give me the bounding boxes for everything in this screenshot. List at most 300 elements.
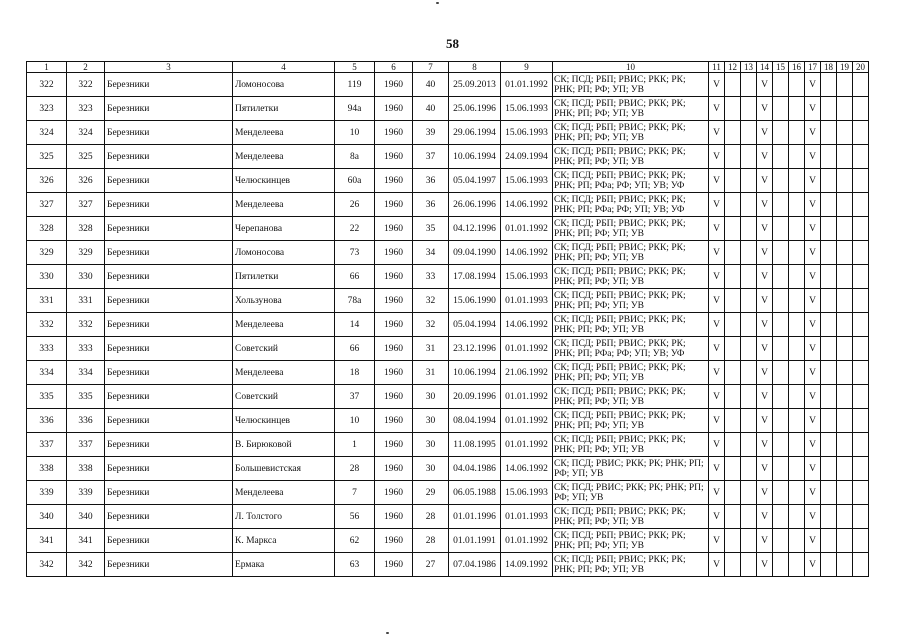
mark-cell: V <box>709 553 725 577</box>
mark-cell <box>789 361 805 385</box>
table-row <box>27 529 869 553</box>
mark-cell <box>773 193 789 217</box>
city-cell: Березники <box>105 385 233 409</box>
street-cell: Большевистская <box>233 457 335 481</box>
mark-cell: V <box>757 313 773 337</box>
mark-cell: V <box>757 193 773 217</box>
date-cell: 01.01.1992 <box>501 217 553 241</box>
notes-cell: СК; ПСД; РБП; РВИС; РКК; РК; РНК; РП; РФ; УП; УВ <box>553 265 709 289</box>
mark-cell <box>741 121 757 145</box>
mark-cell: V <box>805 409 821 433</box>
record-number: 337 <box>67 433 105 457</box>
mark-cell: V <box>805 97 821 121</box>
mark-cell <box>853 145 869 169</box>
mark-cell <box>837 409 853 433</box>
mark-cell <box>821 313 837 337</box>
row-number: 323 <box>27 97 67 121</box>
date-cell: 15.06.1993 <box>501 121 553 145</box>
house-cell: 119 <box>335 73 375 97</box>
mark-cell: V <box>805 73 821 97</box>
city-cell: Березники <box>105 505 233 529</box>
mark-cell <box>821 529 837 553</box>
mark-cell: V <box>805 193 821 217</box>
year-cell: 1960 <box>375 97 413 121</box>
date-cell: 24.09.1994 <box>501 145 553 169</box>
mark-cell <box>837 169 853 193</box>
mark-cell <box>853 289 869 313</box>
mark-cell <box>773 217 789 241</box>
mark-cell <box>725 337 741 361</box>
column-header: 3 <box>105 62 233 73</box>
mark-cell <box>773 73 789 97</box>
date-cell: 15.06.1993 <box>501 97 553 121</box>
year-cell: 1960 <box>375 289 413 313</box>
row-number: 340 <box>27 505 67 529</box>
mark-cell <box>773 409 789 433</box>
date-cell: 15.06.1993 <box>501 481 553 505</box>
date-cell: 08.04.1994 <box>449 409 501 433</box>
mark-cell <box>773 529 789 553</box>
mark-cell <box>837 361 853 385</box>
mark-cell <box>853 169 869 193</box>
mark-cell <box>821 385 837 409</box>
year-cell: 1960 <box>375 241 413 265</box>
year-cell: 1960 <box>375 409 413 433</box>
year-cell: 1960 <box>375 457 413 481</box>
year-cell: 1960 <box>375 433 413 457</box>
city-cell: Березники <box>105 337 233 361</box>
city-cell: Березники <box>105 289 233 313</box>
row-number: 333 <box>27 337 67 361</box>
mark-cell: V <box>757 121 773 145</box>
notes-cell: СК; ПСД; РБП; РВИС; РКК; РК; РНК; РП; РФа; РФ; УП; УВ; УФ <box>553 169 709 193</box>
row-number: 336 <box>27 409 67 433</box>
mark-cell <box>821 433 837 457</box>
record-number: 327 <box>67 193 105 217</box>
record-number: 340 <box>67 505 105 529</box>
mark-cell: V <box>709 433 725 457</box>
notes-cell: СК; ПСД; РБП; РВИС; РКК; РК; РНК; РП; РФа; РФ; УП; УВ; УФ <box>553 337 709 361</box>
mark-cell <box>821 505 837 529</box>
year-cell: 1960 <box>375 265 413 289</box>
mark-cell: V <box>757 73 773 97</box>
mark-cell <box>837 481 853 505</box>
street-cell: Хользунова <box>233 289 335 313</box>
row-number: 324 <box>27 121 67 145</box>
record-number: 322 <box>67 73 105 97</box>
mark-cell: V <box>805 433 821 457</box>
city-cell: Березники <box>105 481 233 505</box>
record-number: 334 <box>67 361 105 385</box>
mark-cell <box>741 97 757 121</box>
row-number: 327 <box>27 193 67 217</box>
date-cell: 20.09.1996 <box>449 385 501 409</box>
mark-cell <box>725 433 741 457</box>
mark-cell: V <box>709 505 725 529</box>
date-cell: 07.04.1986 <box>449 553 501 577</box>
mark-cell <box>853 505 869 529</box>
year-cell: 1960 <box>375 313 413 337</box>
mark-cell <box>725 289 741 313</box>
mark-cell: V <box>757 289 773 313</box>
mark-cell <box>725 409 741 433</box>
wear-cell: 31 <box>413 361 449 385</box>
mark-cell <box>773 553 789 577</box>
house-cell: 73 <box>335 241 375 265</box>
wear-cell: 30 <box>413 409 449 433</box>
house-cell: 37 <box>335 385 375 409</box>
record-number: 341 <box>67 529 105 553</box>
mark-cell <box>789 169 805 193</box>
mark-cell <box>837 241 853 265</box>
year-cell: 1960 <box>375 145 413 169</box>
mark-cell <box>725 481 741 505</box>
mark-cell <box>741 361 757 385</box>
record-number: 326 <box>67 169 105 193</box>
mark-cell <box>837 265 853 289</box>
mark-cell <box>741 385 757 409</box>
mark-cell: V <box>805 217 821 241</box>
house-cell: 8а <box>335 145 375 169</box>
mark-cell: V <box>757 145 773 169</box>
house-cell: 94а <box>335 97 375 121</box>
street-cell: Пятилетки <box>233 265 335 289</box>
mark-cell: V <box>757 169 773 193</box>
mark-cell <box>853 481 869 505</box>
mark-cell <box>773 169 789 193</box>
wear-cell: 32 <box>413 289 449 313</box>
mark-cell: V <box>709 457 725 481</box>
house-cell: 60а <box>335 169 375 193</box>
mark-cell <box>741 73 757 97</box>
date-cell: 01.01.1996 <box>449 505 501 529</box>
city-cell: Березники <box>105 265 233 289</box>
date-cell: 14.06.1992 <box>501 241 553 265</box>
record-number: 323 <box>67 97 105 121</box>
row-number: 322 <box>27 73 67 97</box>
mark-cell <box>853 529 869 553</box>
mark-cell: V <box>757 361 773 385</box>
date-cell: 01.01.1992 <box>501 385 553 409</box>
notes-cell: СК; ПСД; РБП; РВИС; РКК; РК; РНК; РП; РФ; УП; УВ <box>553 289 709 313</box>
mark-cell <box>789 553 805 577</box>
wear-cell: 34 <box>413 241 449 265</box>
mark-cell: V <box>709 313 725 337</box>
mark-cell <box>789 289 805 313</box>
year-cell: 1960 <box>375 529 413 553</box>
mark-cell <box>773 121 789 145</box>
record-number: 331 <box>67 289 105 313</box>
date-cell: 23.12.1996 <box>449 337 501 361</box>
mark-cell <box>773 385 789 409</box>
table-row <box>27 457 869 481</box>
record-number: 324 <box>67 121 105 145</box>
mark-cell: V <box>709 169 725 193</box>
mark-cell <box>773 361 789 385</box>
mark-cell: V <box>757 97 773 121</box>
house-cell: 63 <box>335 553 375 577</box>
mark-cell <box>853 73 869 97</box>
mark-cell <box>741 505 757 529</box>
city-cell: Березники <box>105 529 233 553</box>
wear-cell: 30 <box>413 433 449 457</box>
mark-cell <box>773 337 789 361</box>
date-cell: 01.01.1992 <box>501 337 553 361</box>
mark-cell <box>853 217 869 241</box>
city-cell: Березники <box>105 313 233 337</box>
mark-cell <box>837 553 853 577</box>
street-cell: Черепанова <box>233 217 335 241</box>
mark-cell: V <box>709 385 725 409</box>
wear-cell: 28 <box>413 529 449 553</box>
mark-cell <box>837 505 853 529</box>
city-cell: Березники <box>105 121 233 145</box>
notes-cell: СК; ПСД; РБП; РВИС; РКК; РК; РНК; РП; РФ; УП; УВ <box>553 121 709 145</box>
street-cell: Ломоносова <box>233 73 335 97</box>
mark-cell: V <box>757 241 773 265</box>
street-cell: Менделеева <box>233 121 335 145</box>
table-row <box>27 73 869 97</box>
mark-cell <box>741 217 757 241</box>
mark-cell: V <box>709 241 725 265</box>
mark-cell <box>853 337 869 361</box>
mark-cell <box>741 145 757 169</box>
mark-cell <box>789 409 805 433</box>
mark-cell <box>821 481 837 505</box>
house-cell: 66 <box>335 337 375 361</box>
mark-cell: V <box>805 385 821 409</box>
mark-cell <box>725 145 741 169</box>
wear-cell: 35 <box>413 217 449 241</box>
street-cell: Ермака <box>233 553 335 577</box>
wear-cell: 31 <box>413 337 449 361</box>
date-cell: 01.01.1991 <box>449 529 501 553</box>
mark-cell <box>725 169 741 193</box>
row-number: 334 <box>27 361 67 385</box>
record-number: 328 <box>67 217 105 241</box>
mark-cell <box>789 337 805 361</box>
mark-cell <box>837 385 853 409</box>
table-row <box>27 145 869 169</box>
street-cell: Челюскинцев <box>233 169 335 193</box>
mark-cell <box>821 97 837 121</box>
street-cell: Менделеева <box>233 145 335 169</box>
wear-cell: 33 <box>413 265 449 289</box>
mark-cell <box>725 529 741 553</box>
mark-cell <box>789 433 805 457</box>
wear-cell: 30 <box>413 457 449 481</box>
mark-cell <box>725 241 741 265</box>
notes-cell: СК; ПСД; РБП; РВИС; РКК; РК; РНК; РП; РФ; УП; УВ <box>553 433 709 457</box>
mark-cell <box>789 193 805 217</box>
mark-cell: V <box>709 361 725 385</box>
mark-cell <box>773 241 789 265</box>
date-cell: 01.01.1992 <box>501 73 553 97</box>
table-row <box>27 361 869 385</box>
column-header: 11 <box>709 62 725 73</box>
mark-cell <box>773 145 789 169</box>
year-cell: 1960 <box>375 385 413 409</box>
city-cell: Березники <box>105 433 233 457</box>
house-cell: 26 <box>335 193 375 217</box>
year-cell: 1960 <box>375 481 413 505</box>
house-cell: 7 <box>335 481 375 505</box>
mark-cell <box>837 457 853 481</box>
column-header: 12 <box>725 62 741 73</box>
mark-cell <box>853 361 869 385</box>
notes-cell: СК; ПСД; РБП; РВИС; РКК; РК; РНК; РП; РФ; УП; УВ <box>553 217 709 241</box>
house-cell: 1 <box>335 433 375 457</box>
mark-cell: V <box>757 385 773 409</box>
page-number: 58 <box>446 36 459 51</box>
house-cell: 66 <box>335 265 375 289</box>
mark-cell <box>741 553 757 577</box>
mark-cell <box>789 241 805 265</box>
mark-cell <box>821 169 837 193</box>
record-number: 336 <box>67 409 105 433</box>
record-number: 329 <box>67 241 105 265</box>
mark-cell <box>837 313 853 337</box>
notes-cell: СК; ПСД; РБП; РВИС; РКК; РК; РНК; РП; РФ; УП; УВ <box>553 385 709 409</box>
register-table <box>26 61 869 577</box>
house-cell: 28 <box>335 457 375 481</box>
street-cell: В. Бирюковой <box>233 433 335 457</box>
table-row <box>27 505 869 529</box>
date-cell: 10.06.1994 <box>449 361 501 385</box>
scan-speck <box>436 2 439 4</box>
mark-cell <box>725 97 741 121</box>
row-number: 331 <box>27 289 67 313</box>
column-header: 5 <box>335 62 375 73</box>
mark-cell <box>741 409 757 433</box>
notes-cell: СК; ПСД; РБП; РВИС; РКК; РК; РНК; РП; РФ; УП; УВ <box>553 553 709 577</box>
mark-cell: V <box>805 313 821 337</box>
mark-cell: V <box>709 409 725 433</box>
record-number: 335 <box>67 385 105 409</box>
street-cell: Менделеева <box>233 313 335 337</box>
date-cell: 14.06.1992 <box>501 457 553 481</box>
year-cell: 1960 <box>375 193 413 217</box>
mark-cell: V <box>805 505 821 529</box>
street-cell: Советский <box>233 337 335 361</box>
date-cell: 25.09.2013 <box>449 73 501 97</box>
table-row <box>27 217 869 241</box>
row-number: 337 <box>27 433 67 457</box>
wear-cell: 36 <box>413 193 449 217</box>
row-number: 339 <box>27 481 67 505</box>
mark-cell <box>725 457 741 481</box>
city-cell: Березники <box>105 361 233 385</box>
mark-cell: V <box>805 337 821 361</box>
mark-cell: V <box>757 265 773 289</box>
mark-cell <box>837 97 853 121</box>
mark-cell <box>725 361 741 385</box>
table-row <box>27 433 869 457</box>
mark-cell <box>789 97 805 121</box>
year-cell: 1960 <box>375 217 413 241</box>
table-row <box>27 169 869 193</box>
notes-cell: СК; ПСД; РБП; РВИС; РКК; РК; РНК; РП; РФ; УП; УВ <box>553 361 709 385</box>
date-cell: 01.01.1992 <box>501 529 553 553</box>
row-number: 325 <box>27 145 67 169</box>
column-header: 10 <box>553 62 709 73</box>
mark-cell <box>821 409 837 433</box>
table-row <box>27 241 869 265</box>
mark-cell <box>773 505 789 529</box>
table-row <box>27 193 869 217</box>
row-number: 330 <box>27 265 67 289</box>
mark-cell <box>725 385 741 409</box>
notes-cell: СК; ПСД; РБП; РВИС; РКК; РК; РНК; РП; РФ; УП; УВ <box>553 529 709 553</box>
table-row <box>27 289 869 313</box>
date-cell: 15.06.1990 <box>449 289 501 313</box>
year-cell: 1960 <box>375 361 413 385</box>
date-cell: 21.06.1992 <box>501 361 553 385</box>
notes-cell: СК; ПСД; РВИС; РКК; РК; РНК; РП; РФ; УП; УВ <box>553 457 709 481</box>
mark-cell: V <box>757 529 773 553</box>
table-row <box>27 97 869 121</box>
mark-cell <box>773 97 789 121</box>
column-header: 7 <box>413 62 449 73</box>
date-cell: 10.06.1994 <box>449 145 501 169</box>
mark-cell <box>725 217 741 241</box>
mark-cell <box>853 193 869 217</box>
date-cell: 01.01.1992 <box>501 409 553 433</box>
date-cell: 05.04.1994 <box>449 313 501 337</box>
notes-cell: СК; ПСД; РБП; РВИС; РКК; РК; РНК; РП; РФ; УП; УВ <box>553 241 709 265</box>
mark-cell <box>725 313 741 337</box>
mark-cell <box>853 313 869 337</box>
mark-cell <box>789 505 805 529</box>
row-number: 326 <box>27 169 67 193</box>
mark-cell: V <box>757 217 773 241</box>
table-row <box>27 481 869 505</box>
mark-cell <box>725 505 741 529</box>
date-cell: 09.04.1990 <box>449 241 501 265</box>
mark-cell <box>853 409 869 433</box>
row-number: 342 <box>27 553 67 577</box>
column-header: 20 <box>853 62 869 73</box>
column-header: 6 <box>375 62 413 73</box>
table-row <box>27 121 869 145</box>
mark-cell <box>853 457 869 481</box>
row-number: 329 <box>27 241 67 265</box>
date-cell: 04.12.1996 <box>449 217 501 241</box>
mark-cell: V <box>805 169 821 193</box>
mark-cell: V <box>805 481 821 505</box>
city-cell: Березники <box>105 457 233 481</box>
scan-speck <box>386 632 389 634</box>
notes-cell: СК; ПСД; РБП; РВИС; РКК; РК; РНК; РП; РФа; РФ; УП; УВ; УФ <box>553 193 709 217</box>
mark-cell: V <box>757 553 773 577</box>
city-cell: Березники <box>105 217 233 241</box>
wear-cell: 39 <box>413 121 449 145</box>
mark-cell <box>821 217 837 241</box>
wear-cell: 29 <box>413 481 449 505</box>
mark-cell <box>821 457 837 481</box>
mark-cell: V <box>709 217 725 241</box>
mark-cell <box>773 481 789 505</box>
mark-cell: V <box>709 529 725 553</box>
mark-cell: V <box>709 337 725 361</box>
mark-cell <box>773 457 789 481</box>
mark-cell <box>789 313 805 337</box>
mark-cell: V <box>757 433 773 457</box>
mark-cell <box>853 121 869 145</box>
mark-cell: V <box>805 241 821 265</box>
street-cell: Челюскинцев <box>233 409 335 433</box>
city-cell: Березники <box>105 73 233 97</box>
